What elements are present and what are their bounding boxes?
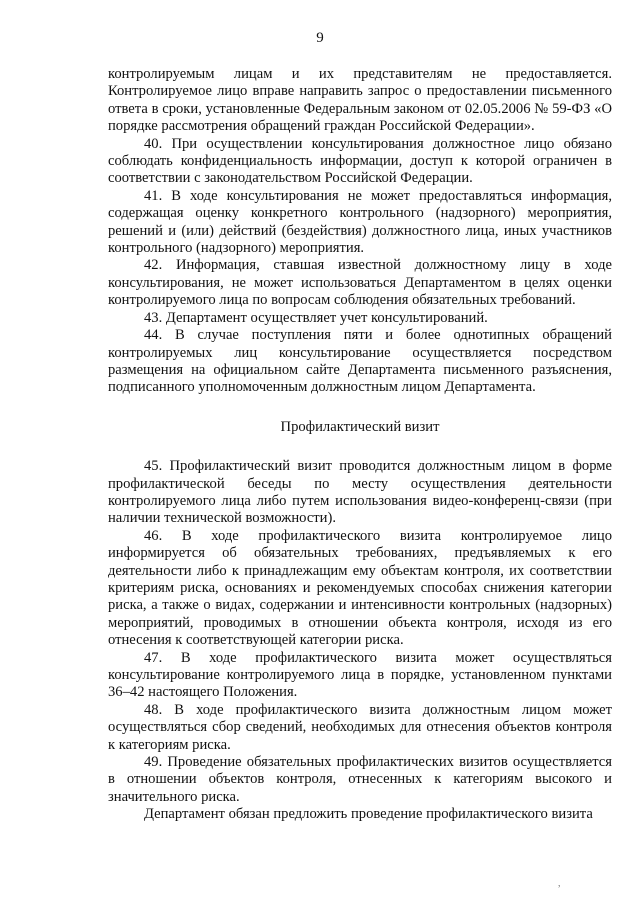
paragraph-46: 46. В ходе профилактического визита контролируемое лицо информируется об обязательных требованиях, предъявляемых к его деятельности либо к принадлежащим ему объектам контроля, их соответствии критериям риска, основаниях и рекомендуемых способах снижения категории риска, а также о видах, содержании и интенсивности контрольных (надзорных) мероприятий, проводимых в отношении объекта контроля, исходя из его отнесения к соответствующей категории риска. xyxy=(108,527,612,649)
paragraph-43: 43. Департамент осуществляет учет консультирований. xyxy=(144,309,488,326)
paragraph-40: 40. При осуществлении консультирования должностное лицо обязано соблюдать конфиденциальность информации, доступ к которой ограничен в соответствии с законодательством Российской Федерации. xyxy=(108,135,612,187)
document-body xyxy=(108,66,612,824)
paragraph-47: 47. В ходе профилактического визита может осуществляться консультирование контролируемого лица в порядке, установленном пунктами 36–42 настоящего Положения. xyxy=(108,649,612,701)
paragraph-45: 45. Профилактический визит проводится должностным лицом в форме профилактической беседы по месту осуществления деятельности контролируемого лица либо путем использования видео-конференц-связи (при наличии технической возможности). xyxy=(108,458,612,527)
paragraph-42: 42. Информация, ставшая известной должностному лицу в ходе консультирования, не может использоваться Департаментом в целях оценки контролируемого лица по вопросам соблюдения обязательных требований. xyxy=(108,257,612,309)
paragraph-49: 49. Проведение обязательных профилактических визитов осуществляется в отношении объектов контроля, отнесенных к категориям высокого и значительного риска. xyxy=(108,754,612,805)
section-title: Профилактический визит xyxy=(280,418,440,435)
paragraph-department-visit: Департамент обязан предложить проведение профилактического визита xyxy=(144,806,593,823)
paragraph-continuation: контролируемым лицам и их представителям не предоставляется. Контролируемое лицо вправе направить запрос о предоставлении письменного ответа в сроки, установленные Федеральным законом от 02.05.2006 № 59-ФЗ «О порядке рассмотрения обращений граждан Российской Федерации». xyxy=(108,66,612,135)
scan-mark: , xyxy=(558,878,561,889)
paragraph-41: 41. В ходе консультирования не может предоставляться информация, содержащая оценку конкретного контрольного (надзорного) мероприятия, решений и (или) действий (бездействия) должностного лица, иных участников контрольного (надзорного) мероприятия. xyxy=(108,187,612,257)
paragraph-44: 44. В случае поступления пяти и более однотипных обращений контролируемых лиц консультирование осуществляется посредством размещения на официальном сайте Департамента письменного разъяснения, подписанного уполномоченным должностным лицом Департамента. xyxy=(108,327,612,396)
page-number: 9 xyxy=(316,30,324,46)
paragraph-48: 48. В ходе профилактического визита должностным лицом может осуществляться сбор сведений, необходимых для отнесения объектов контроля к категориям риска. xyxy=(108,701,612,753)
